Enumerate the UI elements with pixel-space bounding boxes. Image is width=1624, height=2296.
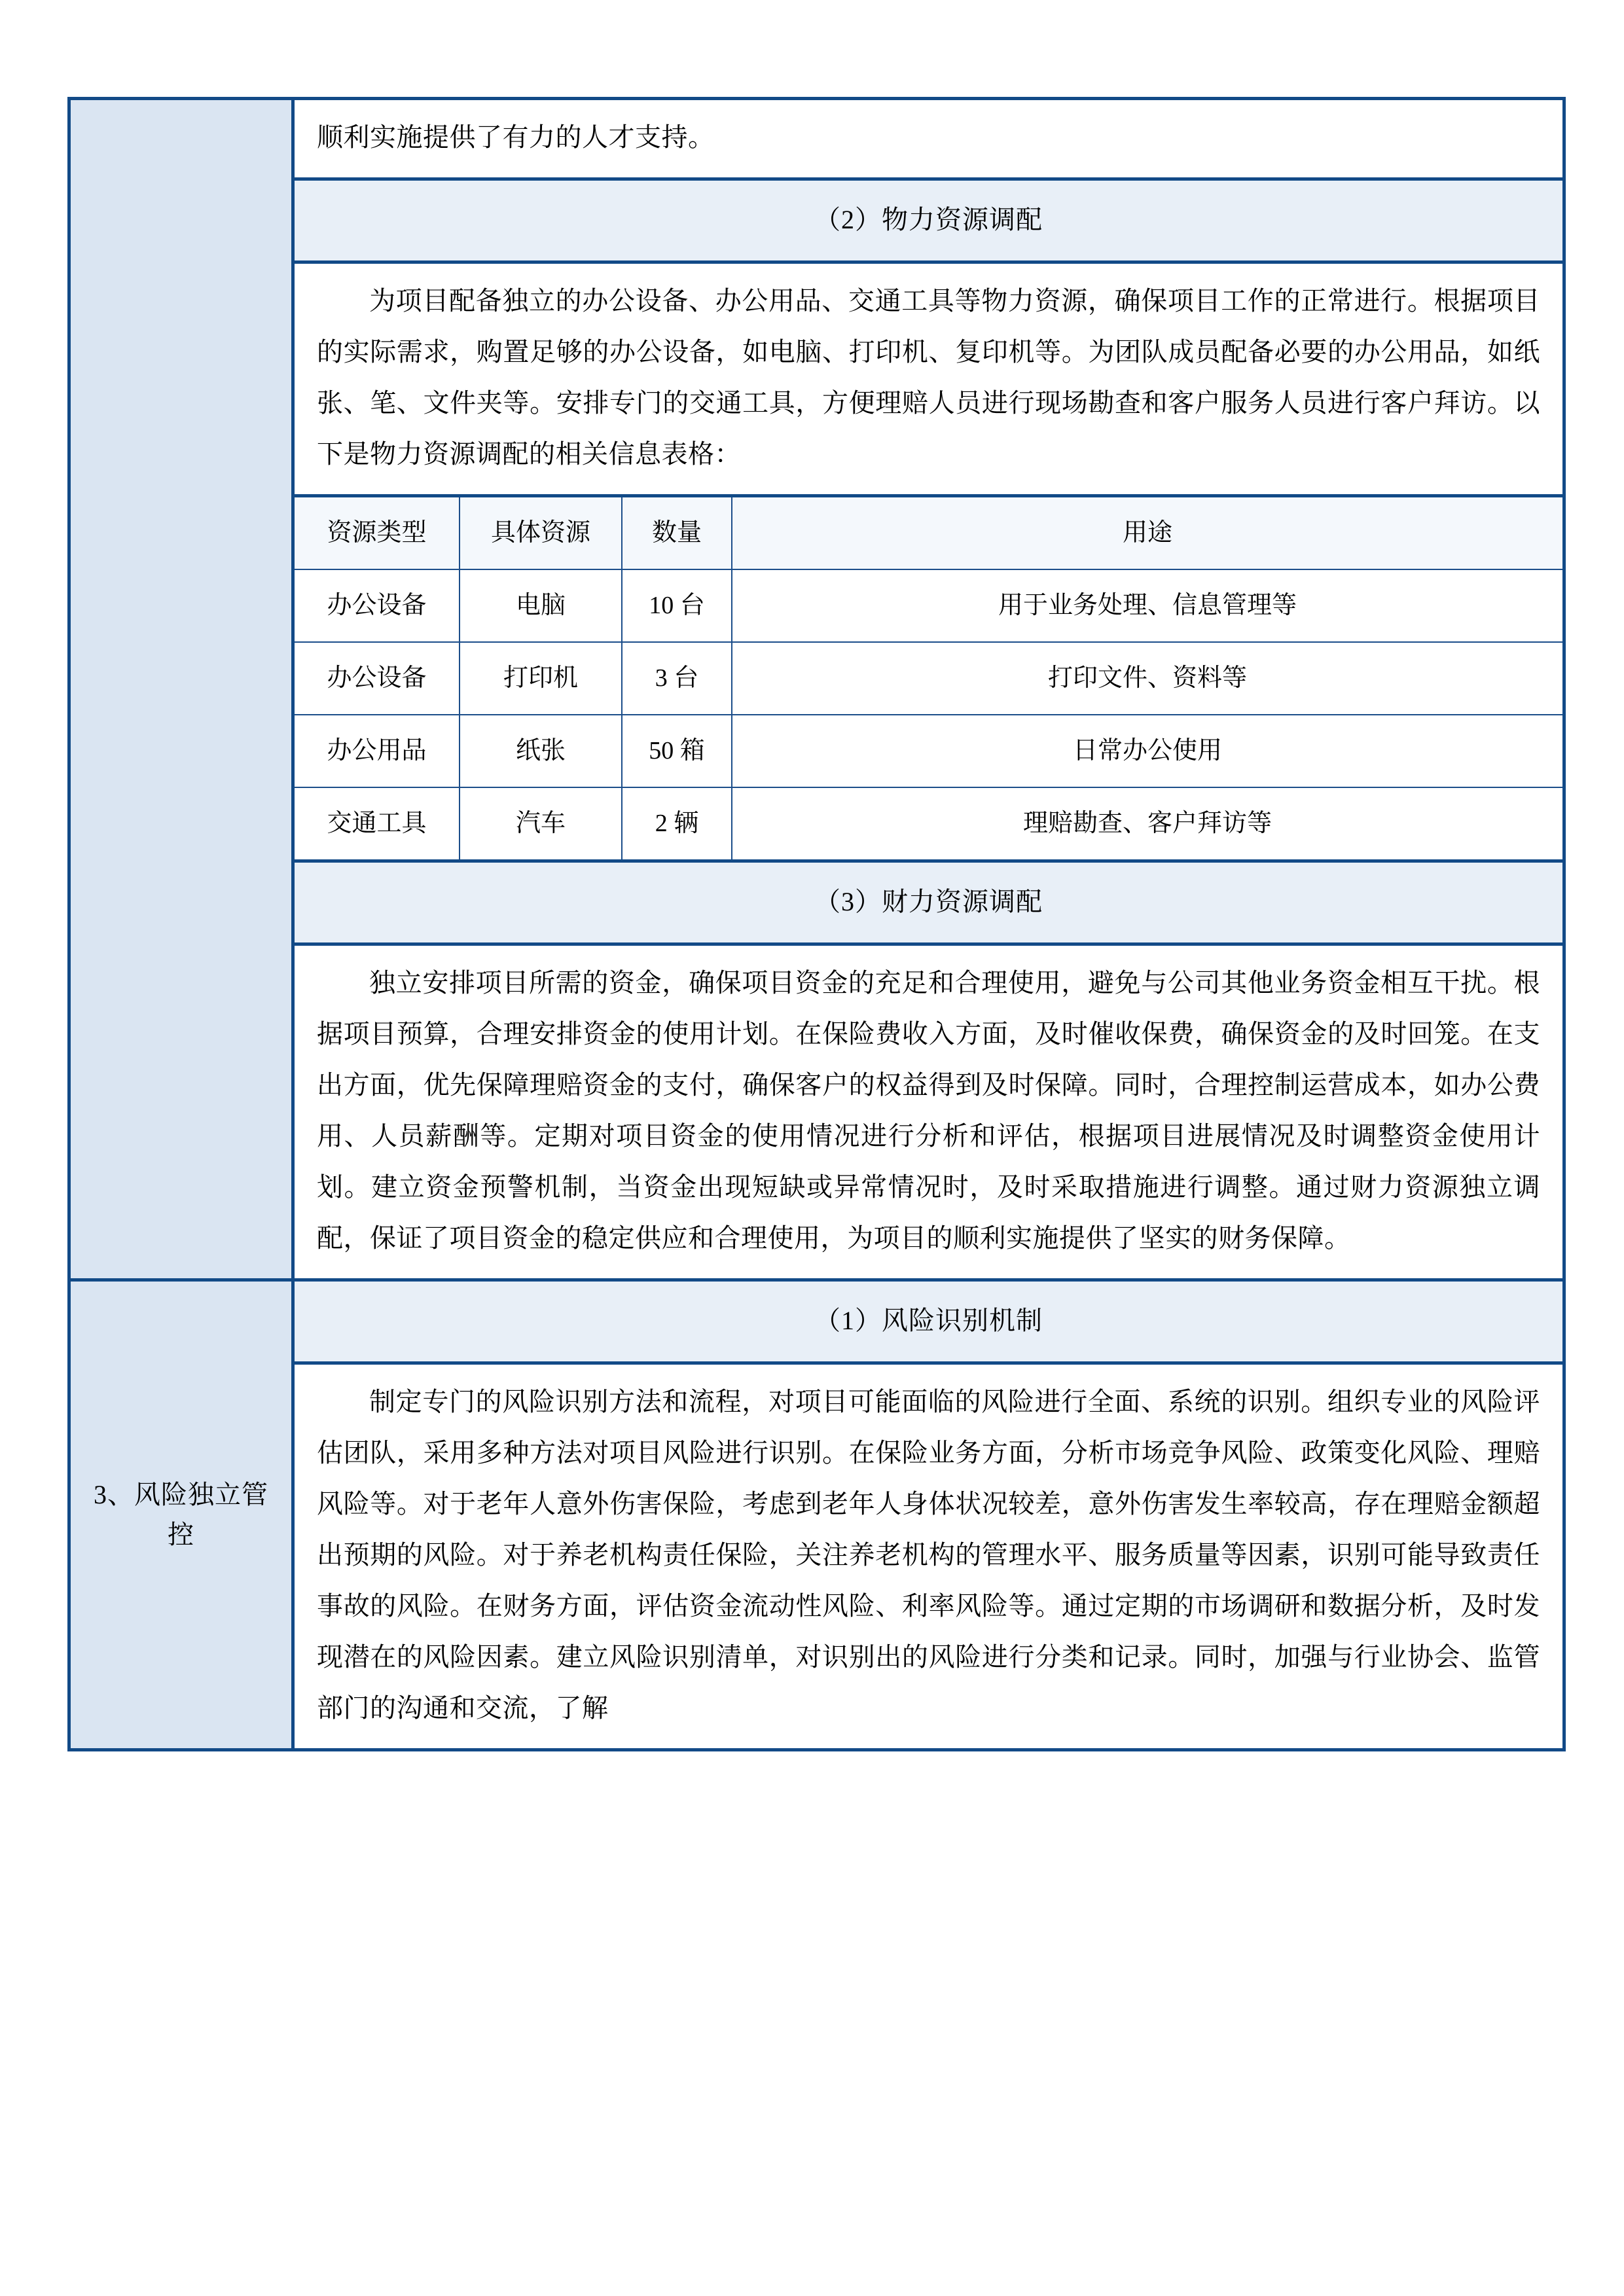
table-row bbox=[295, 715, 1562, 787]
cell-quantity: 2 辆 bbox=[622, 787, 732, 859]
block-row bbox=[295, 1282, 1562, 1363]
column-header-resource-type: 资源类型 bbox=[295, 497, 460, 569]
table-row bbox=[295, 569, 1562, 642]
section-label-risk-control: 3、风险独立管控 bbox=[94, 1479, 268, 1549]
block-row bbox=[295, 496, 1562, 861]
resource-table-cell bbox=[295, 496, 1562, 861]
section-label-cell-1 bbox=[69, 99, 293, 1280]
sub-heading-text: （1）风险识别机制 bbox=[814, 1306, 1043, 1335]
outline-table bbox=[67, 97, 1566, 1751]
cell-specific-resource: 纸张 bbox=[460, 715, 622, 787]
block-row bbox=[295, 861, 1562, 944]
paragraph-text: 顺利实施提供了有力的人才支持。 bbox=[317, 122, 715, 152]
block-row bbox=[295, 179, 1562, 262]
paragraph-text: 为项目配备独立的办公设备、办公用品、交通工具等物力资源，确保项目工作的正常进行。根据项目的实际需求，购置足够的办公设备，如电脑、打印机、复印机等。为团队成员配备必要的办公用品，如纸张、笔、文件夹等。安排专门的交通工具，方便理赔人员进行现场勘查和客户服务人员进行客户拜访。以下是物力资源调配的相关信息表格： bbox=[317, 286, 1540, 469]
section-label-cell-risk-control bbox=[69, 1280, 293, 1750]
table-row bbox=[295, 642, 1562, 715]
sub-heading-text: （3）财力资源调配 bbox=[814, 887, 1043, 916]
column-header-specific-resource: 具体资源 bbox=[460, 497, 622, 569]
cell-specific-resource: 汽车 bbox=[460, 787, 622, 859]
column-header-quantity: 数量 bbox=[622, 497, 732, 569]
section-content-cell-risk-control bbox=[293, 1280, 1564, 1750]
sub-heading-material-resources bbox=[295, 179, 1562, 262]
cell-quantity: 10 台 bbox=[622, 569, 732, 642]
table-row bbox=[69, 99, 1564, 1280]
cell-resource-type: 办公设备 bbox=[295, 642, 460, 715]
section-content-cell-1 bbox=[293, 99, 1564, 1280]
resource-allocation-table bbox=[295, 497, 1562, 859]
cell-specific-resource: 电脑 bbox=[460, 569, 622, 642]
table-header-row bbox=[295, 497, 1562, 569]
block-row bbox=[295, 262, 1562, 496]
block-row bbox=[295, 100, 1562, 179]
block-stack-2 bbox=[295, 1282, 1562, 1748]
cell-usage: 理赔勘查、客户拜访等 bbox=[732, 787, 1562, 859]
cell-usage: 用于业务处理、信息管理等 bbox=[732, 569, 1562, 642]
paragraph-text: 制定专门的风险识别方法和流程，对项目可能面临的风险进行全面、系统的识别。组织专业的风险评估团队，采用多种方法对项目风险进行识别。在保险业务方面，分析市场竞争风险、政策变化风险、理赔风险等。对于老年人意外伤害保险，考虑到老年人身体状况较差，意外伤害发生率较高，存在理赔金额超出预期的风险。对于养老机构责任保险，关注养老机构的管理水平、服务质量等因素，识别可能导致责任事故的风险。在财务方面，评估资金流动性风险、利率风险等。通过定期的市场调研和数据分析，及时发现潜在的风险因素。建立风险识别清单，对识别出的风险进行分类和记录。同时，加强与行业协会、监管部门的沟通和交流，了解 bbox=[317, 1387, 1540, 1723]
cell-resource-type: 办公设备 bbox=[295, 569, 460, 642]
cell-specific-resource: 打印机 bbox=[460, 642, 622, 715]
sub-heading-text: （2）物力资源调配 bbox=[814, 205, 1043, 234]
sub-heading-financial-resources bbox=[295, 861, 1562, 944]
cell-quantity: 50 箱 bbox=[622, 715, 732, 787]
column-header-usage: 用途 bbox=[732, 497, 1562, 569]
sub-heading-risk-identification bbox=[295, 1282, 1562, 1363]
table-row bbox=[69, 1280, 1564, 1750]
cell-resource-type: 交通工具 bbox=[295, 787, 460, 859]
paragraph-cell-risk-identification bbox=[295, 1363, 1562, 1749]
paragraph-cell-financial-resources bbox=[295, 944, 1562, 1279]
cell-usage: 打印文件、资料等 bbox=[732, 642, 1562, 715]
block-stack-1 bbox=[295, 100, 1562, 1278]
cell-usage: 日常办公使用 bbox=[732, 715, 1562, 787]
paragraph-cell-continuation bbox=[295, 100, 1562, 179]
paragraph-cell-material-resources bbox=[295, 262, 1562, 496]
cell-quantity: 3 台 bbox=[622, 642, 732, 715]
cell-resource-type: 办公用品 bbox=[295, 715, 460, 787]
block-row bbox=[295, 1363, 1562, 1749]
table-row bbox=[295, 787, 1562, 859]
paragraph-text: 独立安排项目所需的资金，确保项目资金的充足和合理使用，避免与公司其他业务资金相互干扰。根据项目预算，合理安排资金的使用计划。在保险费收入方面，及时催收保费，确保资金的及时回笼。在支出方面，优先保障理赔资金的支付，确保客户的权益得到及时保障。同时，合理控制运营成本，如办公费用、人员薪酬等。定期对项目资金的使用情况进行分析和评估，根据项目进展情况及时调整资金使用计划。建立资金预警机制，当资金出现短缺或异常情况时，及时采取措施进行调整。通过财力资源独立调配，保证了项目资金的稳定供应和合理使用，为项目的顺利实施提供了坚实的财务保障。 bbox=[317, 968, 1540, 1253]
block-row bbox=[295, 944, 1562, 1279]
